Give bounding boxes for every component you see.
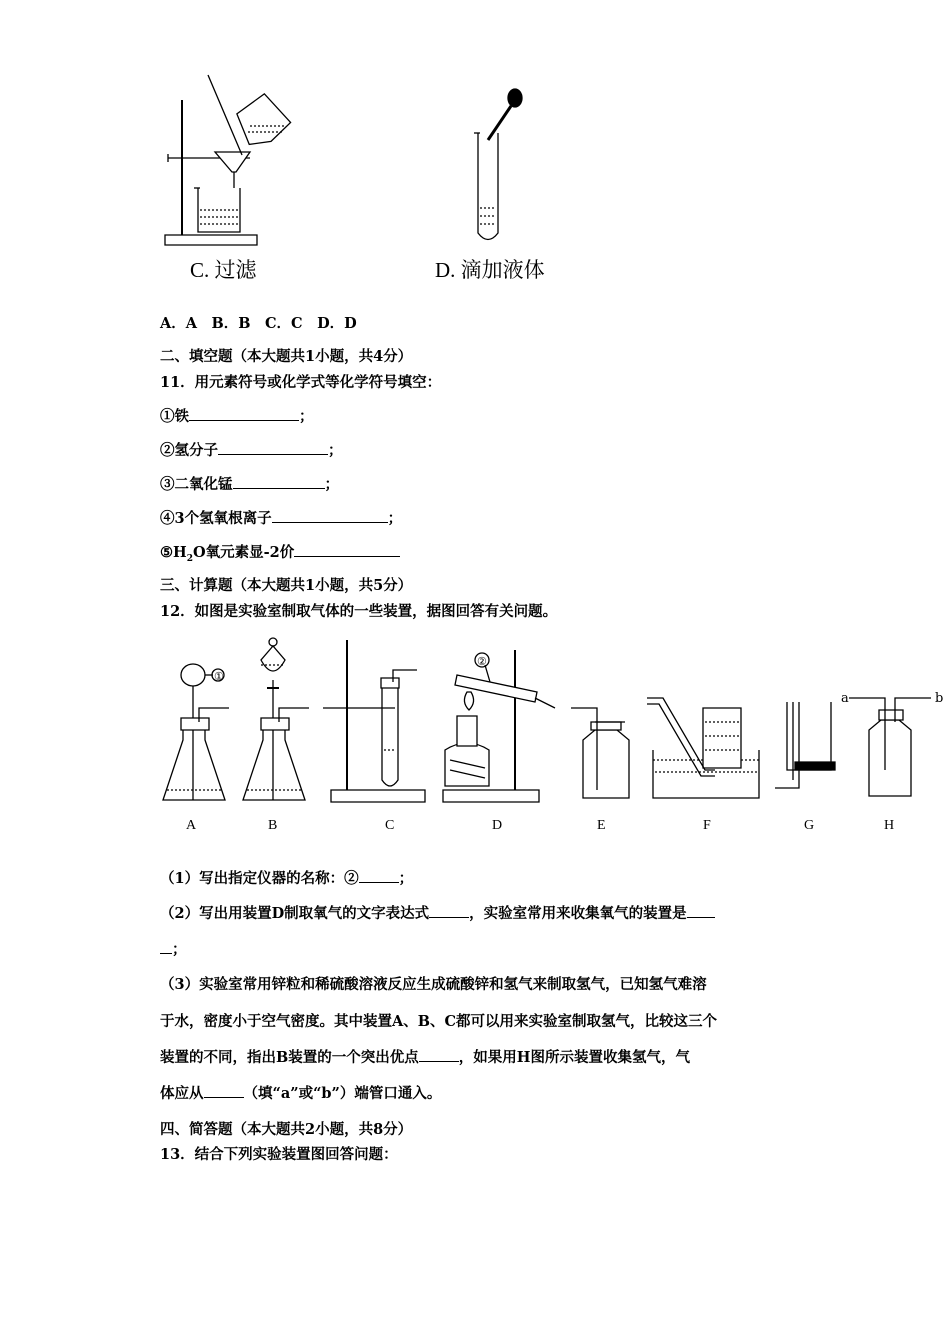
apparatus-g [775, 702, 835, 788]
q12-part3-text-3b: ，如果用H图所示装置收集氢气，气 [458, 1049, 690, 1066]
q12-part1-end: ； [398, 870, 414, 887]
apparatus-label-h: H [884, 818, 895, 833]
q11-item-1-blank[interactable] [189, 406, 299, 421]
section3-heading: 三、计算题（本大题共1小题，共5分） [160, 577, 413, 594]
q11-item-4-label: ④3个氢氧根离子 [160, 510, 272, 527]
q12-part2 [160, 902, 715, 923]
q12-part3-line2: 于水，密度小于空气密度。其中装置A、B、C都可以用来实验室制取氢气，比较这三个 [160, 1013, 718, 1030]
q11-item-1-label: ①铁 [160, 408, 189, 425]
q11-item-3-label: ③二氧化锰 [160, 476, 233, 493]
q12-part3-blank-1[interactable] [419, 1047, 459, 1062]
q11-item-5-prefix: ⑤H [160, 544, 187, 561]
q12-part1 [160, 867, 413, 888]
q11-item-1-suffix: ； [299, 408, 314, 425]
marker-1: ① [214, 670, 224, 683]
q12-part2-cont [160, 938, 187, 959]
figure-d-label: D. 滴加液体 [435, 258, 545, 282]
q11-item-5-rest: O氧元素显-2价 [192, 544, 295, 561]
marker-2: ② [477, 655, 487, 668]
q11-item-4-blank[interactable] [272, 508, 388, 523]
q11-item-5-blank[interactable] [294, 542, 400, 557]
q11-item-2-label: ②氢分子 [160, 442, 218, 459]
q12-part3-text-4a: 体应从 [160, 1085, 204, 1102]
q11-item-5 [160, 541, 400, 564]
q12-part3-blank-2[interactable] [204, 1083, 244, 1098]
filtration-apparatus-figure [160, 70, 300, 255]
apparatus-d [443, 650, 555, 802]
q11-item-5-sub: 2 [186, 553, 193, 564]
q11-item-2-suffix: ； [328, 442, 343, 459]
q12-part3-text-4b: （填“a”或“b”）端管口通入。 [243, 1085, 442, 1102]
section4-heading: 四、简答题（本大题共2小题，共8分） [160, 1121, 413, 1138]
apparatus-label-c: C [385, 818, 395, 833]
tube-end-a: a [841, 691, 849, 706]
q12-stem: 12．如图是实验室制取气体的一些装置，据图回答有关问题。 [160, 603, 558, 620]
apparatus-f [647, 698, 759, 798]
q12-part2-blank-1[interactable] [429, 903, 469, 918]
section2-heading: 二、填空题（本大题共1小题，共4分） [160, 348, 413, 365]
gas-apparatus-figure [155, 630, 945, 810]
q11-stem: 11．用元素符号或化学式等化学符号填空： [160, 374, 442, 391]
q11-item-3-suffix: ； [324, 476, 339, 493]
q11-item-1 [160, 405, 314, 426]
dropper-apparatus-figure [460, 88, 530, 248]
q11-item-4-suffix: ； [387, 510, 403, 527]
apparatus-label-g: G [804, 818, 815, 833]
q13-stem: 13．结合下列实验装置图回答问题： [160, 1146, 398, 1163]
q11-item-3-blank[interactable] [233, 474, 325, 489]
apparatus-label-e: E [597, 818, 606, 833]
q12-part3-line3 [160, 1046, 690, 1067]
q12-part2-end: ； [172, 941, 187, 958]
apparatus-h [841, 691, 943, 796]
q12-part1-blank[interactable] [359, 868, 399, 883]
q12-part2-blank-2[interactable] [687, 903, 715, 918]
tube-end-b: b [935, 691, 944, 706]
q12-part3-text-3a: 装置的不同，指出B装置的一个突出优点 [160, 1049, 419, 1066]
q12-part1-text: （1）写出指定仪器的名称：② [160, 870, 359, 887]
q11-item-2 [160, 439, 343, 460]
apparatus-a [163, 664, 229, 800]
apparatus-label-a: A [186, 818, 197, 833]
q12-part3-line1: （3）实验室常用锌粒和稀硫酸溶液反应生成硫酸锌和氢气来制取氢气，已知氢气难溶 [160, 976, 707, 993]
apparatus-label-d: D [492, 818, 503, 833]
apparatus-e [571, 708, 629, 798]
q10-options: A．A B．B C．C D．D [160, 315, 357, 332]
q11-item-2-blank[interactable] [218, 440, 328, 455]
q12-part2-text-a: （2）写出用装置D制取氧气的文字表达式 [160, 905, 430, 922]
apparatus-b [243, 638, 309, 800]
q12-part2-text-b: ，实验室常用来收集氧气的装置是 [469, 905, 687, 922]
q11-item-3 [160, 473, 339, 494]
q12-part3-line4 [160, 1082, 441, 1103]
figure-c-label: C. 过滤 [190, 258, 257, 282]
apparatus-label-b: B [268, 818, 278, 833]
q12-part2-blank-2-cont[interactable] [160, 939, 172, 954]
q11-item-4 [160, 507, 402, 528]
apparatus-label-f: F [703, 818, 711, 833]
apparatus-c [323, 640, 425, 802]
